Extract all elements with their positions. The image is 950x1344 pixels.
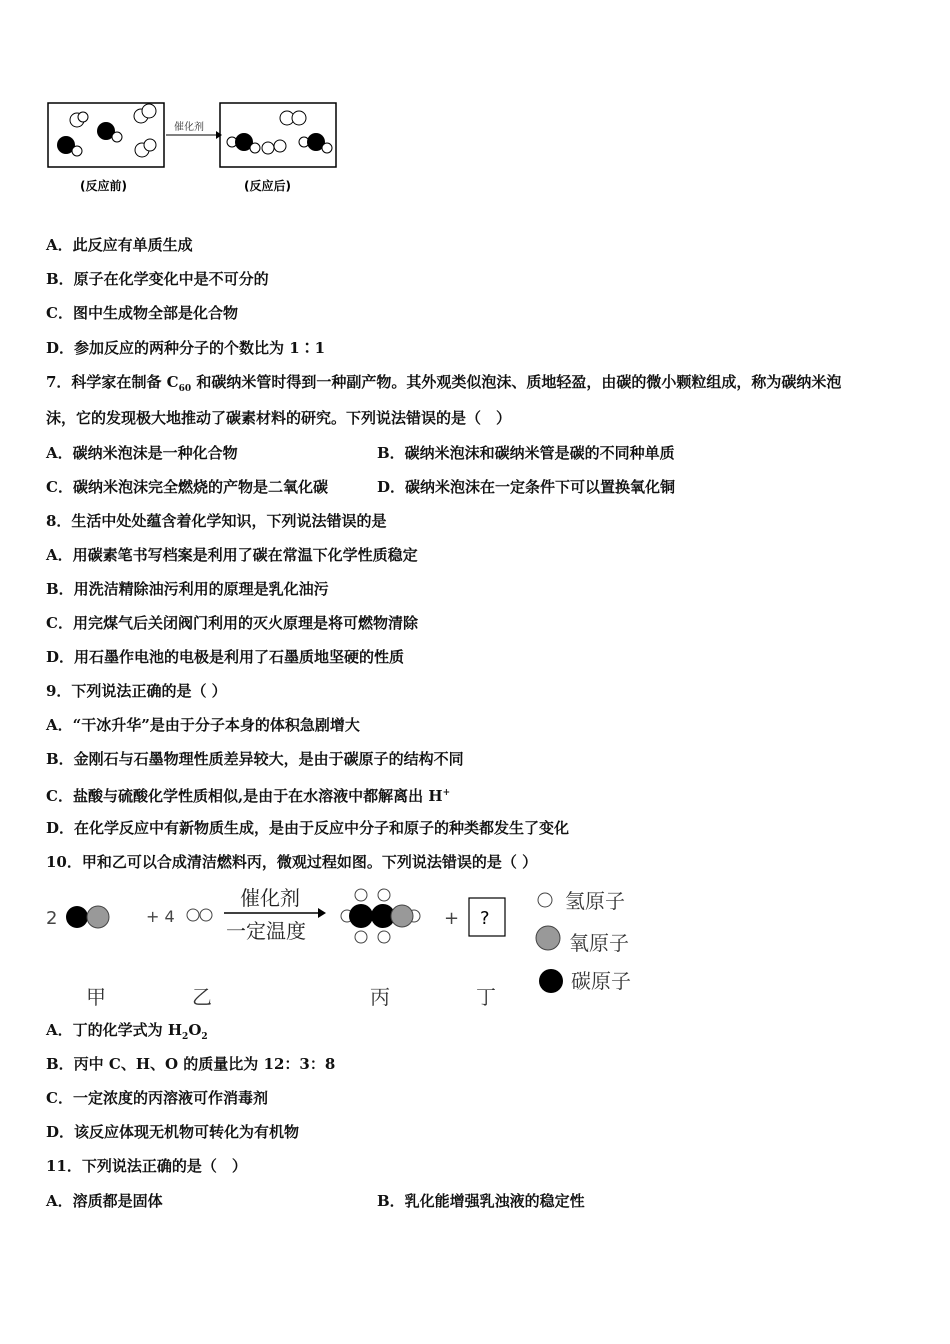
- coef-2: 2: [46, 908, 58, 929]
- q7-option-c: C．碳纳米泡沫完全燃烧的产物是二氧化碳: [46, 478, 328, 496]
- catalyst-label: 催化剂: [174, 122, 204, 133]
- h-atom: [292, 111, 306, 125]
- h-atom: [144, 139, 156, 151]
- q6-option-d: D．参加反应的两种分子的个数比为 1∶1: [46, 339, 326, 357]
- h-atom: [355, 931, 367, 943]
- q7-stem-pre: 7．科学家在制备 C: [46, 373, 179, 391]
- q8-option-a: A．用碳素笔书写档案是利用了碳在常温下化学性质稳定: [46, 546, 418, 564]
- q9-option-c: [46, 783, 450, 806]
- q10-option-a: [46, 1020, 208, 1047]
- q7-option-b: B．碳纳米泡沫和碳纳米管是碳的不同种单质: [377, 444, 675, 462]
- o-atom: [87, 906, 109, 928]
- plus-4: + 4: [146, 907, 175, 926]
- reaction-figure-2: [40, 880, 660, 1020]
- q10-option-a-pre: A．丁的化学式为 H: [46, 1021, 183, 1039]
- o-atom: [322, 143, 332, 153]
- legend-h-label: 氢原子: [565, 889, 625, 913]
- h-atom: [262, 142, 274, 154]
- q11-stem: 11．下列说法正确的是（ ）: [46, 1157, 247, 1175]
- label-ding: 丁: [476, 985, 496, 1009]
- h-atom: [187, 909, 199, 921]
- q8-option-b: B．用洗洁精除油污利用的原理是乳化油污: [46, 580, 329, 598]
- label-yi: 乙: [192, 985, 212, 1009]
- reaction-figure-1: [44, 98, 344, 198]
- q9-option-c-text: C．盐酸与硫酸化学性质相似,是由于在水溶液中都解离出 H: [46, 787, 443, 805]
- h-atom: [200, 909, 212, 921]
- q7-stem-sub: 60: [178, 384, 192, 394]
- legend-c-icon: [539, 969, 563, 993]
- q10-option-a-sub2: 2: [201, 1032, 208, 1042]
- label-bing: 丙: [370, 985, 390, 1009]
- q7-option-d: D．碳纳米泡沫在一定条件下可以置换氧化铜: [377, 478, 676, 496]
- q8-option-d: D．用石墨作电池的电极是利用了石墨质地坚硬的性质: [46, 648, 405, 666]
- plus-sign: +: [444, 908, 460, 929]
- legend-c-label: 碳原子: [571, 969, 631, 993]
- o-atom: [250, 143, 260, 153]
- q6-option-a: A．此反应有单质生成: [46, 236, 193, 254]
- legend-o-label: 氧原子: [569, 931, 629, 955]
- legend-h-icon: [538, 893, 552, 907]
- q7-stem-line2: 沫，它的发现极大地推动了碳素材料的研究。下列说法错误的是（ ）: [46, 409, 512, 427]
- q8-option-c: C．用完煤气后关闭阀门利用的灭火原理是将可燃物清除: [46, 614, 418, 632]
- q10-stem: 10．甲和乙可以合成清洁燃料丙，微观过程如图。下列说法错误的是（ ）: [46, 853, 538, 871]
- h-atom: [378, 889, 390, 901]
- q11-option-a: A．溶质都是固体: [46, 1192, 163, 1210]
- condition-text: 一定温度: [226, 919, 306, 943]
- reaction-diagram-svg: [44, 98, 344, 198]
- q11-option-b: B．乳化能增强乳浊液的稳定性: [377, 1192, 585, 1210]
- unknown-mark: ?: [480, 908, 490, 929]
- c-atom: [349, 904, 373, 928]
- q9-option-c-sup: +: [442, 788, 451, 798]
- h-atom: [378, 931, 390, 943]
- q7-stem-line1: [46, 372, 841, 399]
- q7-stem-post: 和碳纳米管时得到一种副产物。其外观类似泡沫、质地轻盈，由碳的微小颗粒组成，称为碳纳米泡: [191, 373, 842, 391]
- q6-option-b: B．原子在化学变化中是不可分的: [46, 270, 269, 288]
- catalyst-text: 催化剂: [240, 886, 300, 910]
- q10-option-c: C．一定浓度的丙溶液可作消毒剂: [46, 1089, 268, 1107]
- q10-option-b: B．丙中 C、H、O 的质量比为 12：3：8: [46, 1055, 336, 1073]
- q9-stem: 9．下列说法正确的是（ ）: [46, 682, 227, 700]
- c-atom: [66, 906, 88, 928]
- q9-option-b: B．金刚石与石墨物理性质差异较大，是由于碳原子的结构不同: [46, 750, 464, 768]
- o-atom: [391, 905, 413, 927]
- q9-option-a: A．“干冰升华”是由于分子本身的体积急剧增大: [46, 716, 360, 734]
- h-atom: [78, 112, 88, 122]
- legend-o-icon: [536, 926, 560, 950]
- before-label: (反应前): [80, 179, 127, 193]
- h-atom: [355, 889, 367, 901]
- q6-option-c: C．图中生成物全部是化合物: [46, 304, 238, 322]
- q10-option-a-sub1: 2: [182, 1032, 189, 1042]
- q9-option-d: D．在化学反应中有新物质生成，是由于反应中分子和原子的种类都发生了变化: [46, 819, 570, 837]
- q10-option-a-mid: O: [188, 1021, 202, 1039]
- arrow-head: [318, 908, 326, 918]
- label-jia: 甲: [86, 985, 106, 1009]
- q7-option-a: A．碳纳米泡沫是一种化合物: [46, 444, 238, 462]
- o-atom: [72, 146, 82, 156]
- after-label: (反应后): [244, 179, 291, 193]
- o-atom: [112, 132, 122, 142]
- q8-stem: 8．生活中处处蕴含着化学知识，下列说法错误的是: [46, 512, 387, 530]
- arrow-head: [216, 131, 222, 139]
- q10-option-d: D．该反应体现无机物可转化为有机物: [46, 1123, 300, 1141]
- h-atom: [274, 140, 286, 152]
- h-atom: [142, 104, 156, 118]
- synthesis-diagram-svg: [40, 880, 660, 1020]
